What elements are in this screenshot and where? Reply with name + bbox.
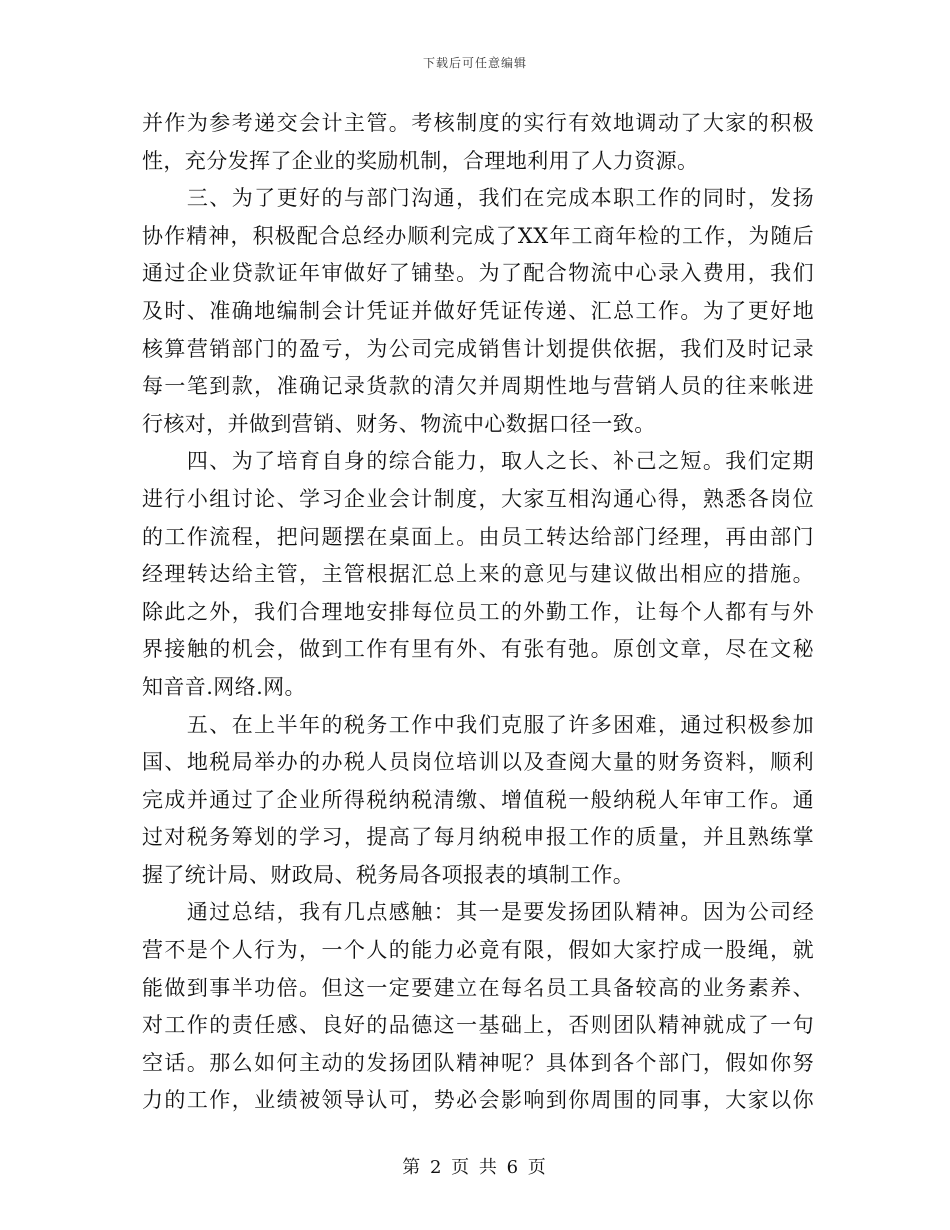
text-line: 能做到事半功倍。但这一定要建立在每名员工具备较高的业务素养、 <box>142 975 814 1000</box>
text-line: 每一笔到款，准确记录货款的清欠并周期性地与营销人员的往来帐进 <box>142 374 814 399</box>
text-line: 行核对，并做到营销、财务、物流中心数据口径一致。 <box>142 411 656 436</box>
text-line: 完成并通过了企业所得税纳税清缴、增值税一般纳税人年审工作。通 <box>142 787 814 812</box>
text-line: 五、在上半年的税务工作中我们克服了许多困难，通过积极参加 <box>142 712 814 737</box>
text-line: 通过企业贷款证年审做好了铺垫。为了配合物流中心录入费用，我们 <box>142 261 814 286</box>
body-text <box>142 105 814 1120</box>
text-line: 的工作流程，把问题摆在桌面上。由员工转达给部门经理，再由部门 <box>142 524 814 549</box>
page-header: 下载后可任意编辑 <box>422 56 527 70</box>
text-line: 三、为了更好的与部门沟通，我们在完成本职工作的同时，发扬 <box>142 186 814 211</box>
text-line: 通过总结，我有几点感触：其一是要发扬团队精神。因为公司经 <box>142 900 814 925</box>
text-line: 空话。那么如何主动的发扬团队精神呢？具体到各个部门，假如你努 <box>142 1050 814 1075</box>
page-number-footer: 第 2 页 共 6 页 <box>402 1157 548 1178</box>
text-line: 对工作的责任感、良好的品德这一基础上，否则团队精神就成了一句 <box>142 1013 814 1038</box>
text-line: 协作精神，积极配合总经办顺利完成了XX年工商年检的工作，为随后 <box>142 223 814 248</box>
text-line: 过对税务筹划的学习，提高了每月纳税申报工作的质量，并且熟练掌 <box>142 825 814 850</box>
text-line: 四、为了培育自身的综合能力，取人之长、补己之短。我们定期 <box>142 449 814 474</box>
text-line: 进行小组讨论、学习企业会计制度，大家互相沟通心得，熟悉各岗位 <box>142 486 814 511</box>
text-line: 并作为参考递交会计主管。考核制度的实行有效地调动了大家的积极 <box>142 111 814 135</box>
text-line: 及时、准确地编制会计凭证并做好凭证传递、汇总工作。为了更好地 <box>142 298 814 323</box>
text-line: 性，充分发挥了企业的奖励机制，合理地利用了人力资源。 <box>142 148 699 173</box>
text-line: 握了统计局、财政局、税务局各项报表的填制工作。 <box>142 862 635 887</box>
text-line: 经理转达给主管，主管根据汇总上来的意见与建议做出相应的措施。 <box>142 562 814 587</box>
text-line: 营不是个人行为，一个人的能力必竟有限，假如大家拧成一股绳，就 <box>142 938 814 963</box>
text-line: 力的工作，业绩被领导认可，势必会影响到你周围的同事，大家以你 <box>142 1088 814 1113</box>
text-line: 知音音.网络.网。 <box>142 674 306 699</box>
text-line: 核算营销部门的盈亏，为公司完成销售计划提供依据，我们及时记录 <box>142 336 814 361</box>
text-line: 国、地税局举办的办税人员岗位培训以及查阅大量的财务资料，顺利 <box>142 750 814 775</box>
text-line: 界接触的机会，做到工作有里有外、有张有弛。原创文章，尽在文秘 <box>142 637 814 662</box>
text-line: 除此之外，我们合理地安排每位员工的外勤工作，让每个人都有与外 <box>142 599 814 624</box>
